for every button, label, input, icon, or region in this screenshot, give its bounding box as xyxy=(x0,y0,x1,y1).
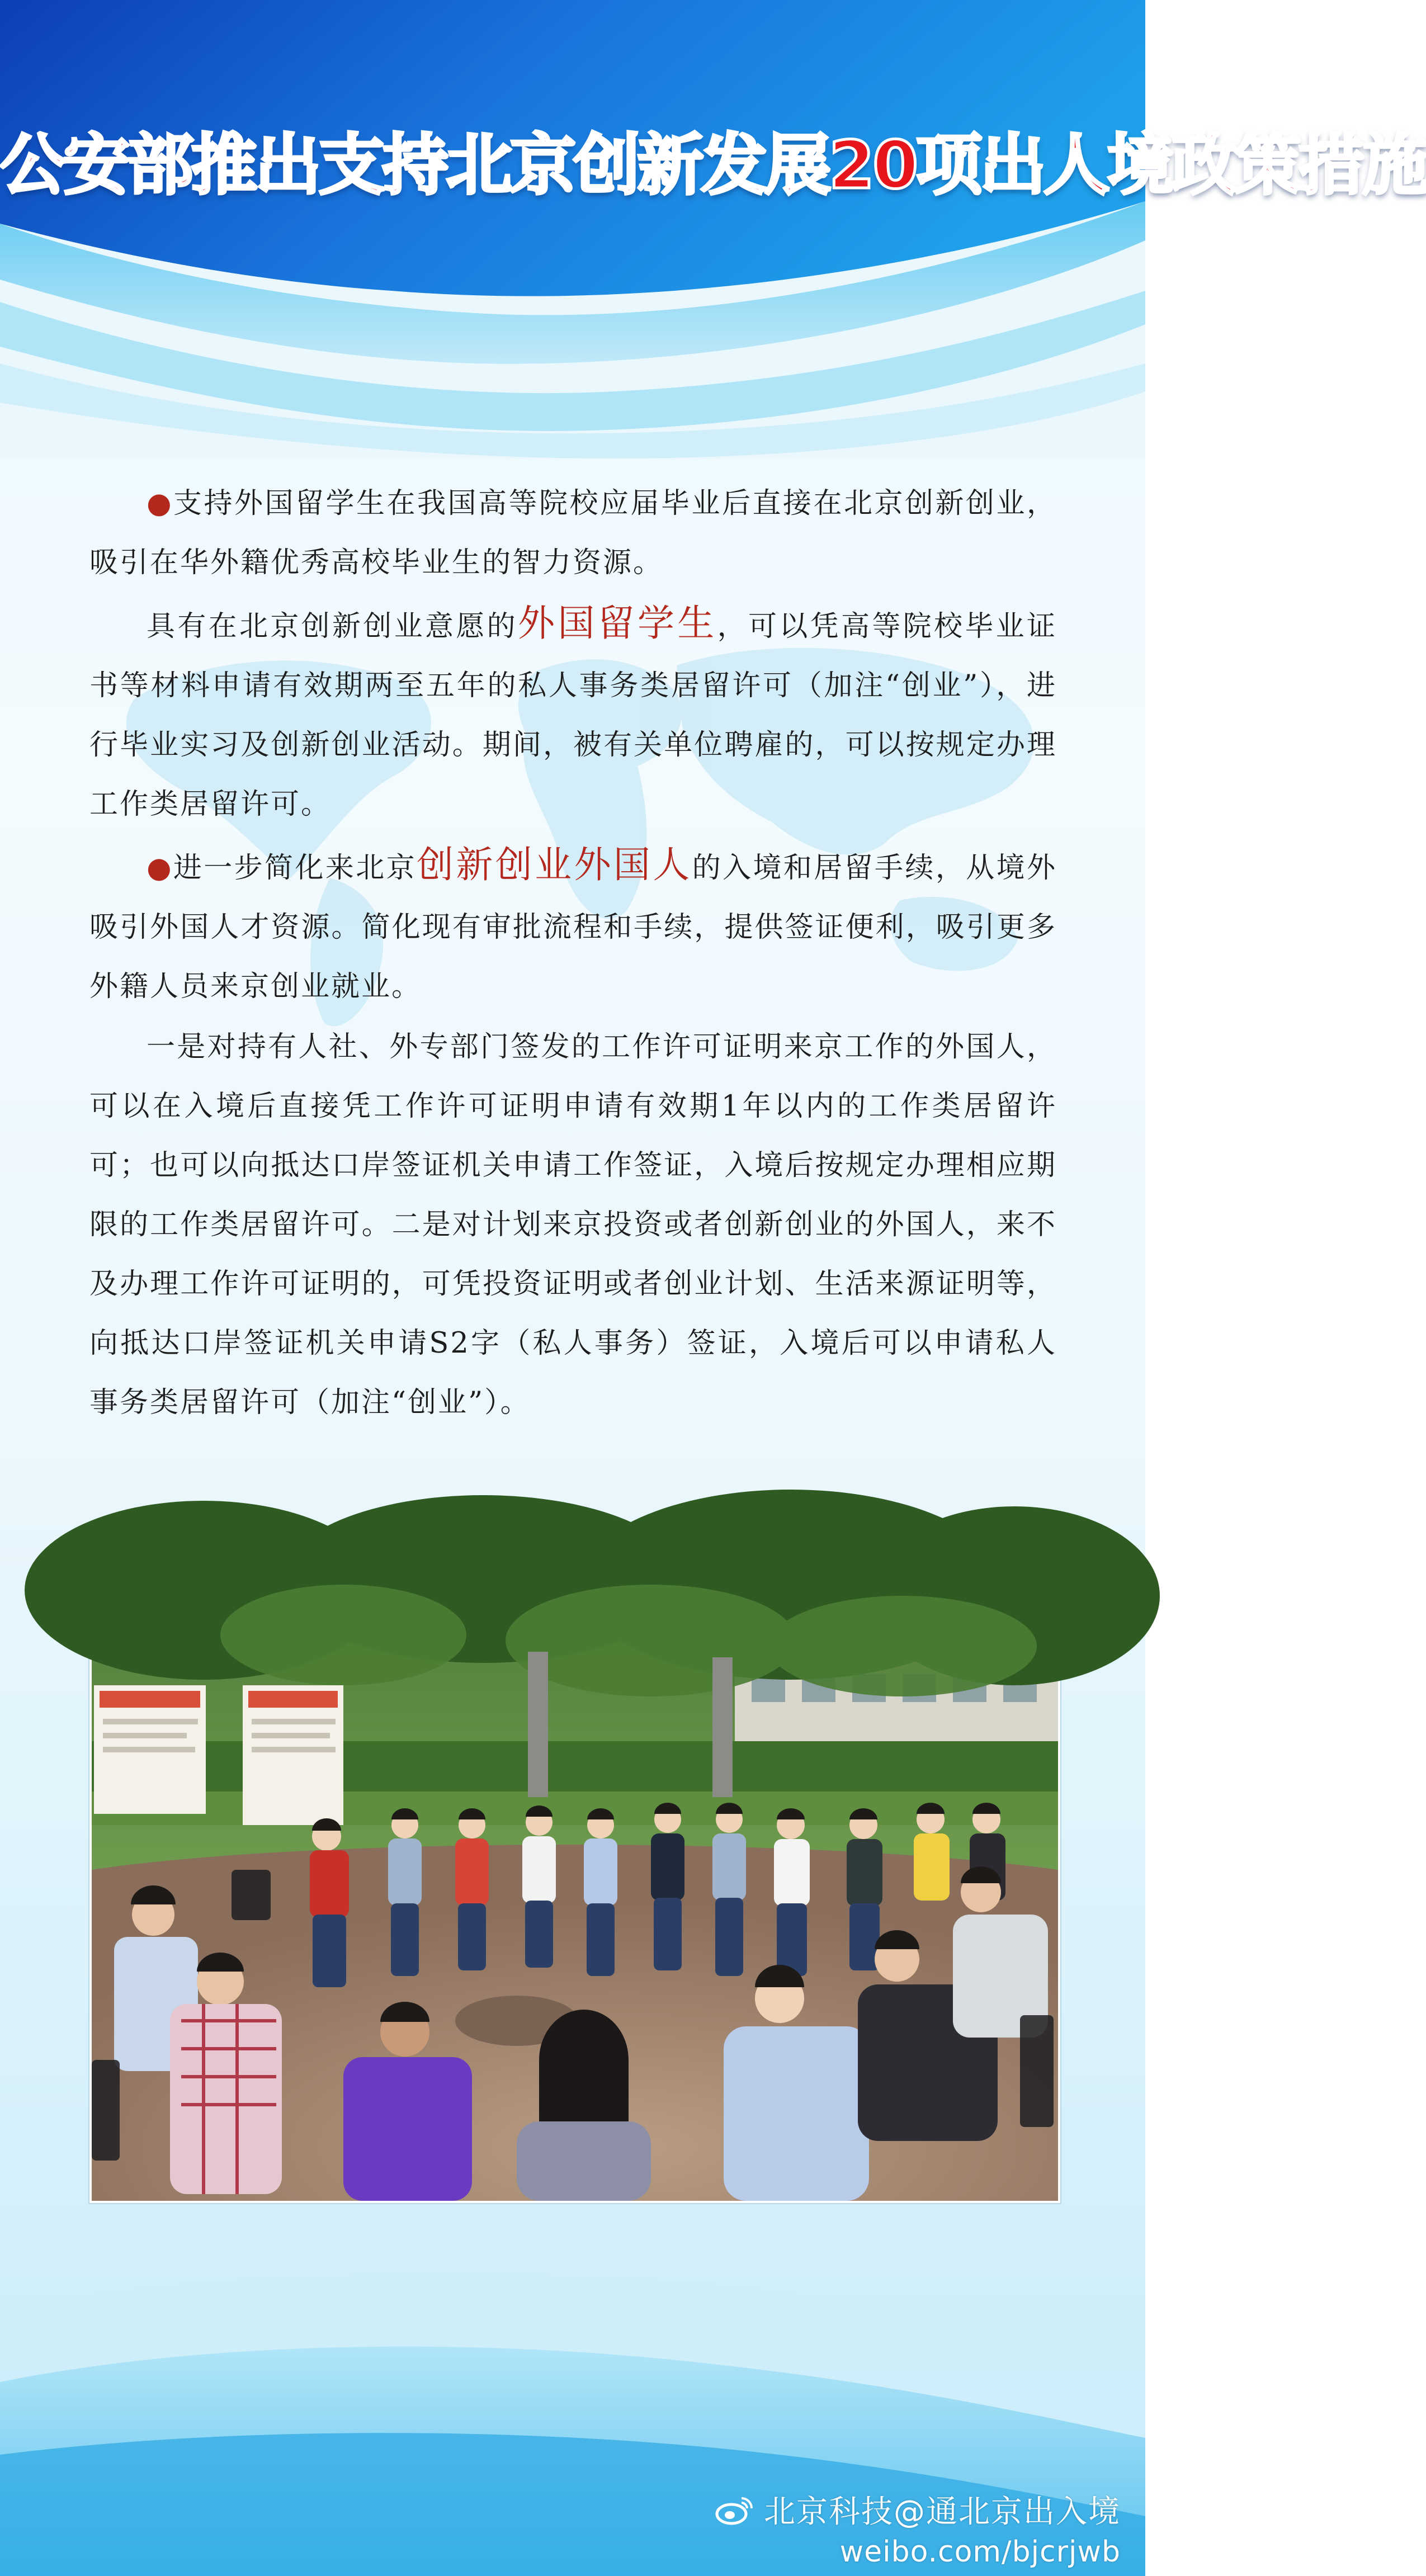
weibo-watermark xyxy=(715,2487,1121,2569)
highlight-foreign-students: 外国留学生 xyxy=(518,602,717,645)
watermark-account: 北京科技@通北京出入境 xyxy=(764,2494,1121,2530)
paragraph-3 xyxy=(89,835,1057,1017)
bullet-icon: ● xyxy=(147,852,173,885)
paragraph-1-text: 支持外国留学生在我国高等院校应届毕业后直接在北京创新创业，吸引在华外籍优秀高校毕业生的智力资源。 xyxy=(89,487,1057,579)
article-body xyxy=(89,474,1057,1433)
watermark-url[interactable]: weibo.com/bjcrjwb xyxy=(839,2535,1121,2569)
header-wave-background xyxy=(0,0,1426,459)
page-title: 公安部推出支持北京创新发展20项出人境政策措施 xyxy=(0,126,1426,204)
highlight-innovation-foreigners: 创新创业外国人 xyxy=(417,843,692,886)
paragraph-2-before: 具有在北京创新创业意愿的 xyxy=(147,610,518,643)
paragraph-2 xyxy=(89,594,1057,834)
paragraph-3-after: 的入境和居留手续，从境外吸引外国人才资源。简化现有审批流程和手续，提供签证便利，吸引更多外籍人员来京创业就业。 xyxy=(89,852,1057,1003)
paragraph-2-after: ，可以凭高等院校毕业证书等材料申请有效期两至五年的私人事务类居留许可（加注“创业”），进行毕业实习及创新创业活动。期间，被有关单位聘雇的，可以按规定办理工作类居留许可。 xyxy=(89,610,1057,821)
weibo-icon xyxy=(715,2494,754,2525)
paragraph-3-before: 进一步简化来北京 xyxy=(173,852,417,885)
paragraph-1 xyxy=(89,474,1057,593)
paragraph-4-text: 一是对持有人社、外专部门签发的工作许可证明来京工作的外国人，可以在入境后直接凭工作许可证明申请有效期1年以内的工作类居留许可；也可以向抵达口岸签证机关申请工作签证，入境后按规定办理相应期限的工作类居留许可。二是对计划来京投资或者创新创业的外国人，来不及办理工作许可证明的，可凭投资证明或者创业计划、生活来源证明等，向抵达口岸签证机关申请S2字（私人事务）签证，入境后可以申请私人事务类居留许可（加注“创业”）。 xyxy=(89,1031,1057,1419)
bullet-icon: ● xyxy=(147,487,173,520)
group-meeting-photo xyxy=(89,1554,1060,2203)
watermark-line-1 xyxy=(715,2487,1121,2532)
paragraph-4 xyxy=(89,1018,1057,1433)
photo-illustration xyxy=(92,1557,1058,2201)
